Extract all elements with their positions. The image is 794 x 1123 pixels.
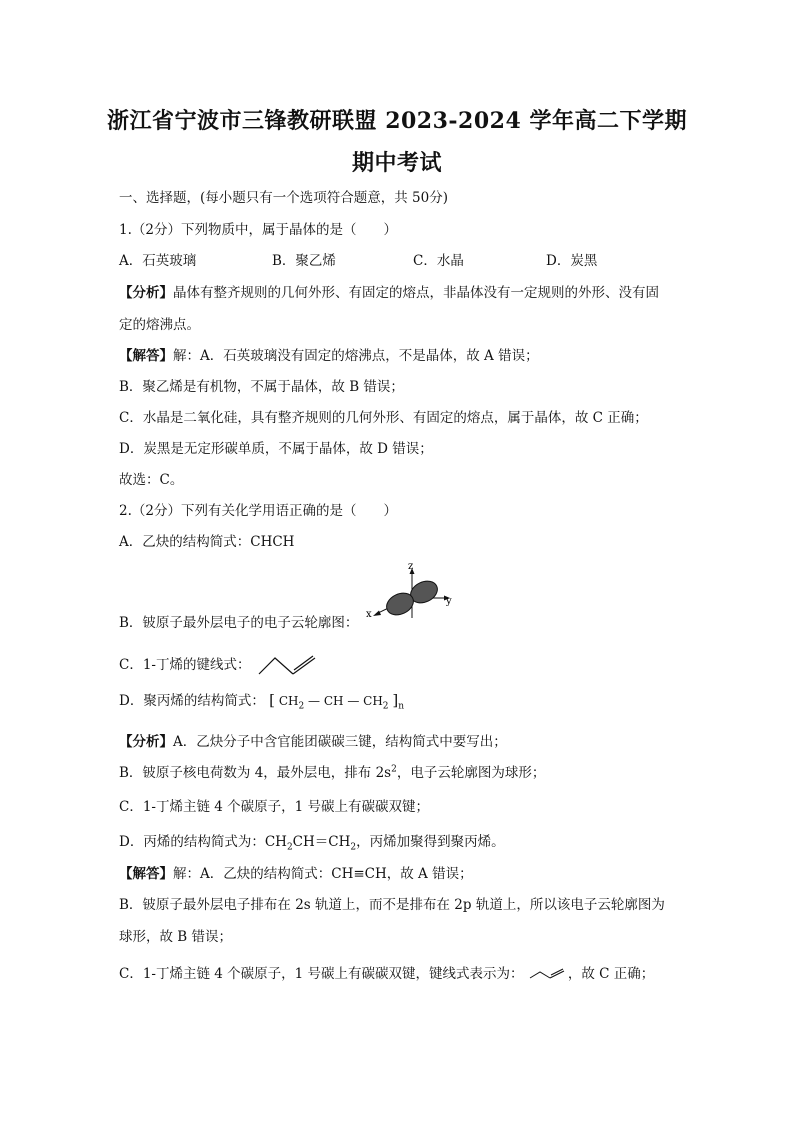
document-title-line2: 期中考试 [351, 150, 442, 176]
q2-analysis-b-post: ，电子云轮廓图为球形； [396, 765, 546, 781]
q1-option-d: D．炭黑 [546, 253, 598, 269]
q2-option-a: A．乙炔的结构简式：CHCH [119, 534, 295, 550]
formula-ch2-a: CH [278, 694, 299, 708]
q2-analysis-d-pre: D．丙烯的结构简式为：CH [119, 834, 287, 850]
q1-option-a: A．石英玻璃 [119, 253, 197, 269]
q2-option-b: B．铍原子最外层电子的电子云轮廓图： [119, 615, 359, 631]
q2-option-d-text: D．聚丙烯的结构简式： [119, 693, 265, 709]
q1-analysis-tag: 【分析】 [119, 285, 173, 301]
q2-analysis-d-post: ，丙烯加聚得到聚丙烯。 [356, 834, 505, 850]
q1-analysis-line2: 定的熔沸点。 [119, 317, 200, 333]
q2-answer-c-post: ，故 C 正确； [567, 966, 655, 982]
q2-option-c [119, 653, 319, 678]
polypropylene-formula: [ $CH_2$ — CH — $CH_2$ ]$_n$ [269, 691, 405, 712]
q1-answer-a [119, 344, 539, 364]
formula-sub-a: 2 [298, 701, 305, 712]
q1-stem: 1.（2分）下列物质中，属于晶体的是（ ） [119, 222, 397, 238]
formula-sub-n: n [398, 701, 405, 712]
q2-answer-b2: 球形，故 B 错误； [119, 929, 233, 945]
q2-analysis-tag: 【分析】 [119, 734, 173, 750]
q2-stem: 2.（2分）下列有关化学用语正确的是（ ） [119, 503, 397, 519]
q2-analysis-b [119, 761, 545, 781]
q1-answer-a-text: 解：A．石英玻璃没有固定的熔沸点，不是晶体，故 A 错误； [173, 348, 539, 364]
q2-option-c-text: C．1-丁烯的键线式： [119, 657, 251, 673]
butene-skeletal-formula [257, 654, 319, 678]
axis-x-label: x [366, 609, 372, 620]
q1-option-c: C．水晶 [413, 253, 464, 269]
q1-analysis-line1 [119, 281, 659, 301]
q1-answer-b: B．聚乙烯是有机物，不属于晶体，故 B 错误； [119, 379, 404, 395]
q2-analysis-d-sub1: 2 [286, 842, 293, 853]
formula-ch2-b: CH [363, 694, 383, 708]
formula-sub-b: 2 [382, 701, 389, 712]
q2-analysis-a-text: A．乙炔分子中含官能团碳碳三键，结构简式中要写出； [173, 734, 507, 750]
q2-option-d [119, 689, 404, 711]
q2-analysis-d [119, 830, 505, 853]
q2-answer-tag: 【解答】 [119, 866, 173, 882]
axis-z-label: z [408, 562, 414, 572]
q1-answer-c: C．水晶是二氧化硅，具有整齐规则的几何外形、有固定的熔点，属于晶体，故 C 正确； [119, 410, 648, 426]
q1-option-b: B．聚乙烯 [272, 253, 336, 269]
q1-choose: 故选：C。 [119, 472, 184, 488]
q2-analysis-d-sub2: 2 [350, 842, 357, 853]
q2-answer-a [119, 862, 473, 882]
q2-answer-a-text: 解：A．乙炔的结构简式：CH≡CH，故 A 错误； [173, 866, 473, 882]
p-orbital-electron-cloud-diagram [362, 562, 458, 622]
axis-y-label: y [446, 596, 452, 607]
q2-answer-c-pre: C．1-丁烯主链 4 个碳原子，1 号碳上有碳碳双键，键线式表示为： [119, 966, 524, 982]
q2-answer-b1: B．铍原子最外层电子排布在 2s 轨道上，而不是排布在 2p 轨道上，所以该电子云轮廓图为 [119, 897, 665, 913]
formula-ch: CH [323, 694, 344, 708]
q2-analysis-a [119, 730, 507, 750]
q1-analysis-text: 晶体有整齐规则的几何外形、有固定的熔点，非晶体没有一定规则的外形、没有固 [173, 285, 659, 301]
q2-analysis-d-mid: CH＝CH [292, 834, 351, 850]
q2-analysis-c: C．1-丁烯主链 4 个碳原子，1 号碳上有碳碳双键； [119, 799, 430, 815]
q2-analysis-b-pre: B．铍原子核电荷数为 4，最外层电，排布 2s [119, 765, 392, 781]
butene-skeletal-inline [528, 968, 568, 982]
q2-answer-c [119, 962, 654, 982]
q2-analysis-b-sup: 2 [391, 764, 397, 775]
section-heading: 一、选择题，(每小题只有一个选项符合题意，共 50分) [119, 190, 449, 206]
q1-answer-d: D．炭黑是无定形碳单质，不属于晶体，故 D 错误； [119, 441, 433, 457]
q1-answer-tag: 【解答】 [119, 348, 173, 364]
document-title-line1: 浙江省宁波市三锋教研联盟 2023-2024 学年高二下学期 [107, 108, 687, 134]
